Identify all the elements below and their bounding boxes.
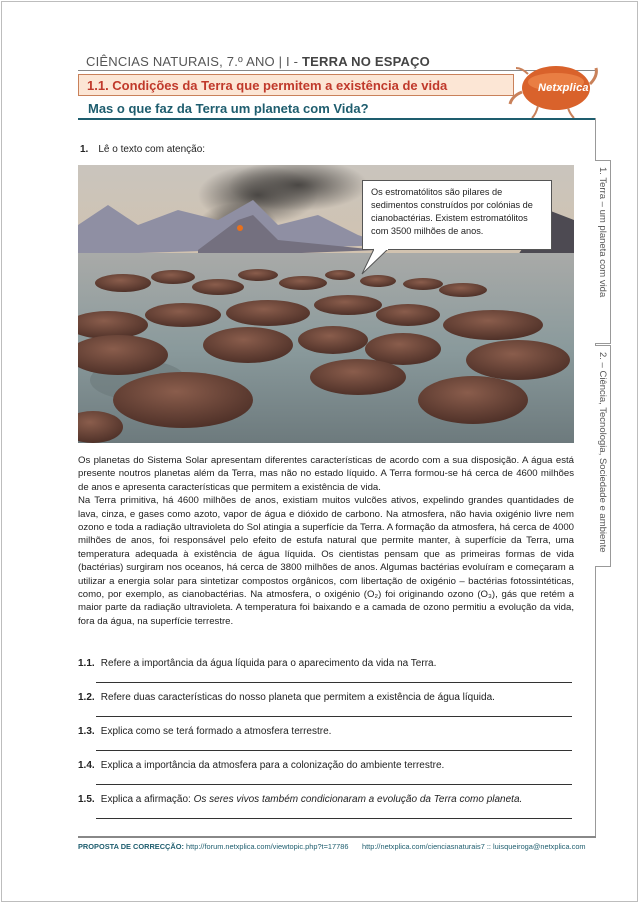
question-1-4: 1.4. Explica a importância da atmosfera para a colonização do ambiente terrestre. xyxy=(78,760,445,771)
section-title: 1.1. Condições da Terra que permitem a existência de vida xyxy=(87,78,448,93)
section-title-box xyxy=(78,74,514,96)
side-tab-ciencia-tecnologia[interactable] xyxy=(595,345,611,567)
answer-line[interactable] xyxy=(96,784,572,785)
footer-correction-link[interactable]: PROPOSTA DE CORRECÇÃO: http://forum.netxplica.com/viewtopic.php?t=17786 xyxy=(78,842,349,851)
logo-text: Netxplica xyxy=(538,82,589,94)
question-1-5: 1.5. Explica a afirmação: Os seres vivos também condicionaram a evolução da Terra como planeta. xyxy=(78,794,523,805)
answer-line[interactable] xyxy=(96,716,572,717)
answer-line[interactable] xyxy=(96,750,572,751)
side-tab-terra-planeta-vida[interactable] xyxy=(595,160,611,344)
side-tab-label: 2. – Ciência, Tecnologia, Sociedade e ambiente xyxy=(597,352,608,553)
question-1-2: 1.2. Refere duas características do nosso planeta que permitem a existência de água líquida. xyxy=(78,692,495,703)
subtitle-rule xyxy=(78,118,596,120)
footer-rule xyxy=(78,836,596,838)
side-tab-label: 1. Terra – um planeta com vida xyxy=(597,167,608,298)
paragraph: Os planetas do Sistema Solar apresentam diferentes características de acordo com a sua disposição. A água está presente noutros planetas além da Terra, mas não no estado líquido. A Terra formou-se há cerca de 4600 milhões de anos e apresenta características que permitem a existência de vida. xyxy=(78,455,574,493)
question-1-3: 1.3. Explica como se terá formado a atmosfera terrestre. xyxy=(78,726,332,737)
question-1-1: 1.1. Refere a importância da água líquida para o aparecimento da vida na Terra. xyxy=(78,658,437,669)
paragraph: Na Terra primitiva, há 4600 milhões de anos, existiam muitos vulcões ativos, expelindo grandes quantidades de lava, cinza, e gases como azoto, vapor de água e dióxido de carbono. Na atmosfera, não havia oxigénio livre nem ozono e toda a radiação ultravioleta do Sol atingia a superfície da Terra. A formação da atmosfera, há cerca de 4000 milhões de anos, foi responsável pelo efeito de estufa natural que permite manter, à superfície da Terra, uma temperatura adequada à existência de água líquida. Os cientistas pensam que as primeiras formas de vida (bactérias) surgiram nos oceanos, há cerca de 3800 milhões de anos. Algumas bactérias evoluíram e começaram a utilizar a energia solar para sintetizar compostos orgânicos, com libertação de oxigénio – bactérias fotossintéticas, como, por exemplo, as cianobactérias. Na atmosfera, o oxigénio (O₂) foi originando ozono (O₃), gás que retém a maior parte da radiação ultravioleta. A temperatura foi baixando e a camada de ozono permitiu a evolução da vida, fora da água, na superfície terrestre. xyxy=(78,495,574,627)
question-intro: 1. Lê o texto com atenção: xyxy=(80,144,206,155)
header-title: CIÊNCIAS NATURAIS, 7.º ANO | I - TERRA NO ESPAÇO xyxy=(86,54,430,69)
callout-pointer xyxy=(360,248,400,276)
answer-line[interactable] xyxy=(96,682,572,683)
footer-site-contact[interactable]: http://netxplica.com/cienciasnaturais7 :: luisqueiroga@netxplica.com xyxy=(362,842,586,851)
section-subtitle: Mas o que faz da Terra um planeta com Vida? xyxy=(88,101,369,116)
image-callout: Os estromatólitos são pilares de sedimentos construídos por colónias de cianobactérias. Existem estromatólitos com 3500 milhões de anos. xyxy=(362,180,552,250)
body-text xyxy=(78,454,574,628)
answer-line[interactable] xyxy=(96,818,572,819)
